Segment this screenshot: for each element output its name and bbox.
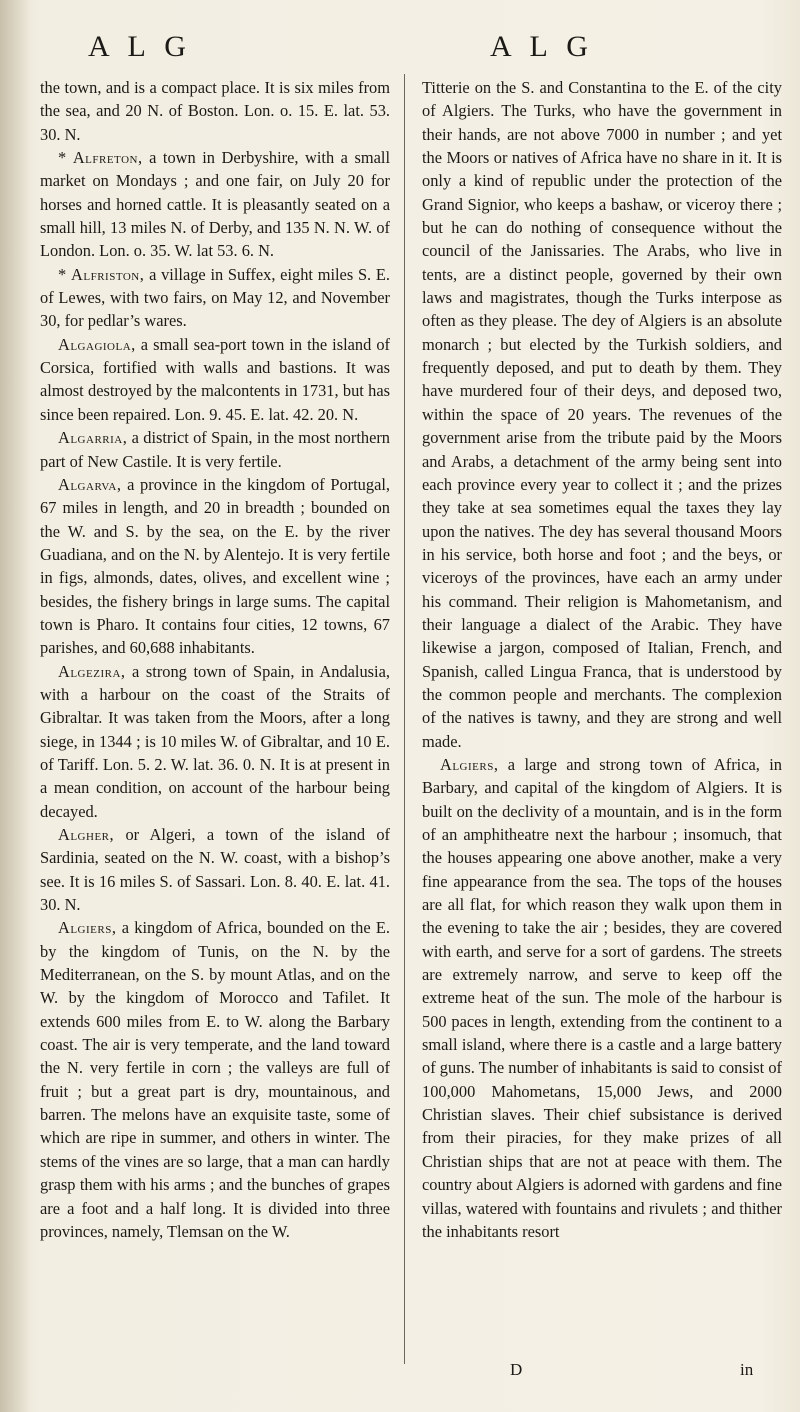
entry-text: a town in Derbyshire, with a small market on Mondays ; and one fair, on July 20 for horses and horned cattle. It is pleasantly seated on a small hill, 13 miles N. of Derby, and 135 N. N. W. of London. Lon. o. 35. W. lat 53. 6. N. bbox=[40, 148, 391, 261]
entry-text: a strong town of Spain, in Andalusia, with a harbour on the coast of the Straits of Gibraltar. It was taken from the Moors, after a long siege, in 1344 ; is 10 miles W. of Gibraltar, and 10 E. of Tariff. Lon. 5. 2. W. lat. 36. 0. N. It is at present in a mean condition, on account of the harbour being decayed. bbox=[40, 661, 390, 821]
entry-text: a small sea-port town in the island of Corsica, fortified with walls and bastions. It was almost destroyed by the malcontents in 1731, but has since been repaired. Lon. 9. 45. E. lat. 42. 20. N. bbox=[40, 334, 390, 424]
entry-headword: Algiers, bbox=[440, 754, 499, 774]
column-divider bbox=[404, 74, 405, 1364]
entry-headword: Algezira, bbox=[58, 661, 126, 681]
entry-headword: * Alfriston, bbox=[58, 264, 145, 284]
entry-text: a village in Suffex, eight miles S. E. of Lewes, with two fairs, on May 12, and November 30, for pedlar’s wares. bbox=[40, 264, 391, 331]
entry-headword: Algarria, bbox=[58, 428, 128, 448]
entry-alfreton bbox=[40, 146, 390, 263]
entry-headword: Algagiola, bbox=[58, 334, 136, 354]
entry-algiers-town bbox=[422, 753, 782, 1243]
entry-headword: * Alfreton, bbox=[58, 148, 143, 168]
entry-algagiola bbox=[40, 333, 390, 426]
right-column bbox=[422, 76, 782, 1243]
entry-continued bbox=[40, 76, 390, 146]
entry-text: a large and strong town of Africa, in Barbary, and capital of the kingdom of Algiers. It is built on the declivity of a mountain, and is in the form of an amphitheatre next the harbour ; insomuch, that the houses appearing one above another, make a very fine appearance from the sea. The tops of the houses are all flat, for which reason they walk upon them in the evening to take the air ; besides, they are covered with earth, and serve for a sort of gardens. The streets are extremely narrow, and serve to keep off the extreme heat of the sun. The mole of the harbour is 500 paces in length, extending from the continent to a small island, where there is a castle and a large battery of guns. The number of inhabitants is said to consist of 100,000 Mahometans, 15,000 Jews, and 2000 Christian slaves. Their chief subsistance is derived from their piracies, for they make prizes of all Christian ships that are not at peace with them. The country about Algiers is adorned with gardens and fine villas, watered with fountains and rivulets ; and thither the inhabitants resort bbox=[422, 754, 782, 1241]
entry-continued bbox=[422, 76, 782, 753]
entry-headword: Algiers, bbox=[58, 918, 117, 938]
entry-algarria bbox=[40, 426, 390, 473]
catchword: in bbox=[740, 1360, 754, 1379]
entry-headword: Algarva, bbox=[58, 474, 122, 494]
running-head-left: A L G bbox=[88, 30, 192, 63]
entry-headword: Algher, bbox=[58, 825, 115, 844]
entry-text: or Algeri, a town of the island of Sardinia, seated on the N. W. coast, with a bishop’s see. It is 16 miles S. of Sassari. Lon. 8. 40. E. lat. 41. 30. N. bbox=[40, 825, 390, 915]
running-head-right: A L G bbox=[490, 30, 594, 63]
left-column bbox=[40, 76, 390, 1243]
signature-mark: D bbox=[510, 1360, 523, 1379]
entry-algher bbox=[40, 823, 390, 916]
entry-text: a district of Spain, in the most northern part of New Castile. It is very fertile. bbox=[40, 428, 390, 471]
entry-algezira bbox=[40, 660, 390, 823]
entry-text: a province in the kingdom of Portugal, 67 miles in length, and 20 in breadth ; bounded on the W. and S. by the sea, on the E. by the river Guadiana, and on the N. by Alentejo. It is very fertile in figs, almonds, dates, olives, and excellent wine ; besides, the fishery brings in large sums. The capital town is Pharo. It contains four cities, 12 towns, 67 parishes, and 60,688 inhabitants. bbox=[40, 474, 390, 658]
entry-text: Titterie on the S. and Constantina to the E. of the city of Algiers. The Turks, who have the government in their hands, are not above 7000 in number ; and yet the Moors or natives of Africa have no share in it. It is only a kind of republic under the protection of the Grand Signior, who keeps a bashaw, or viceroy there ; but he can do nothing of consequence without the council of the Janissaries. The Arabs, who live in tents, are a distinct people, governed by their own laws and magistrates, though the Turks interpose as often as they please. The dey of Algiers is an absolute monarch ; but elected by the Turkish soldiers, and frequently deposed, and put to death by them. They have murdered four of their deys, and deposed two, within the space of 20 years. The revenues of the government arise from the tribute paid by the Moors and Arabs, a detachment of the army being sent into each province every year to collect it ; and the prizes they take at sea sometimes equal the taxes they lay upon the natives. The dey has several thousand Moors in his service, both horse and foot ; and the beys, or viceroys of the provinces, have each an army under his command. Their religion is Mahometanism, and their language a dialect of the Arabic. They have likewise a jargon, composed of Italian, French, and Spanish, called Lingua Franca, that is understood by the common people and merchants. The complexion of the natives is tawny, and they are strong and well made. bbox=[422, 78, 782, 751]
entry-alfriston bbox=[40, 263, 390, 333]
entry-text: the town, and is a compact place. It is six miles from the sea, and 20 N. of Boston. Lon. o. 15. E. lat. 53. 30. N. bbox=[40, 78, 390, 144]
entry-algiers-kingdom bbox=[40, 916, 390, 1243]
entry-text: a kingdom of Africa, bounded on the E. by the kingdom of Tunis, on the N. by the Mediterranean, on the S. by mount Atlas, and on the W. by the kingdom of Morocco and Tafilet. It extends 600 miles from E. to W. along the Barbary coast. The air is very temperate, and the land toward the N. very fertile in corn ; the valleys are full of fruit ; but a great part is dry, mountainous, and barren. The melons have an exquisite taste, some of which are ripe in summer, and others in winter. The stems of the vines are so large, that a man can hardly grasp them with his arms ; and the bunches of grapes are a foot and a half long. It is divided into three provinces, namely, Tlemsan on the W. bbox=[40, 918, 390, 1241]
spine-shadow bbox=[0, 0, 30, 1412]
entry-algarva bbox=[40, 473, 390, 660]
